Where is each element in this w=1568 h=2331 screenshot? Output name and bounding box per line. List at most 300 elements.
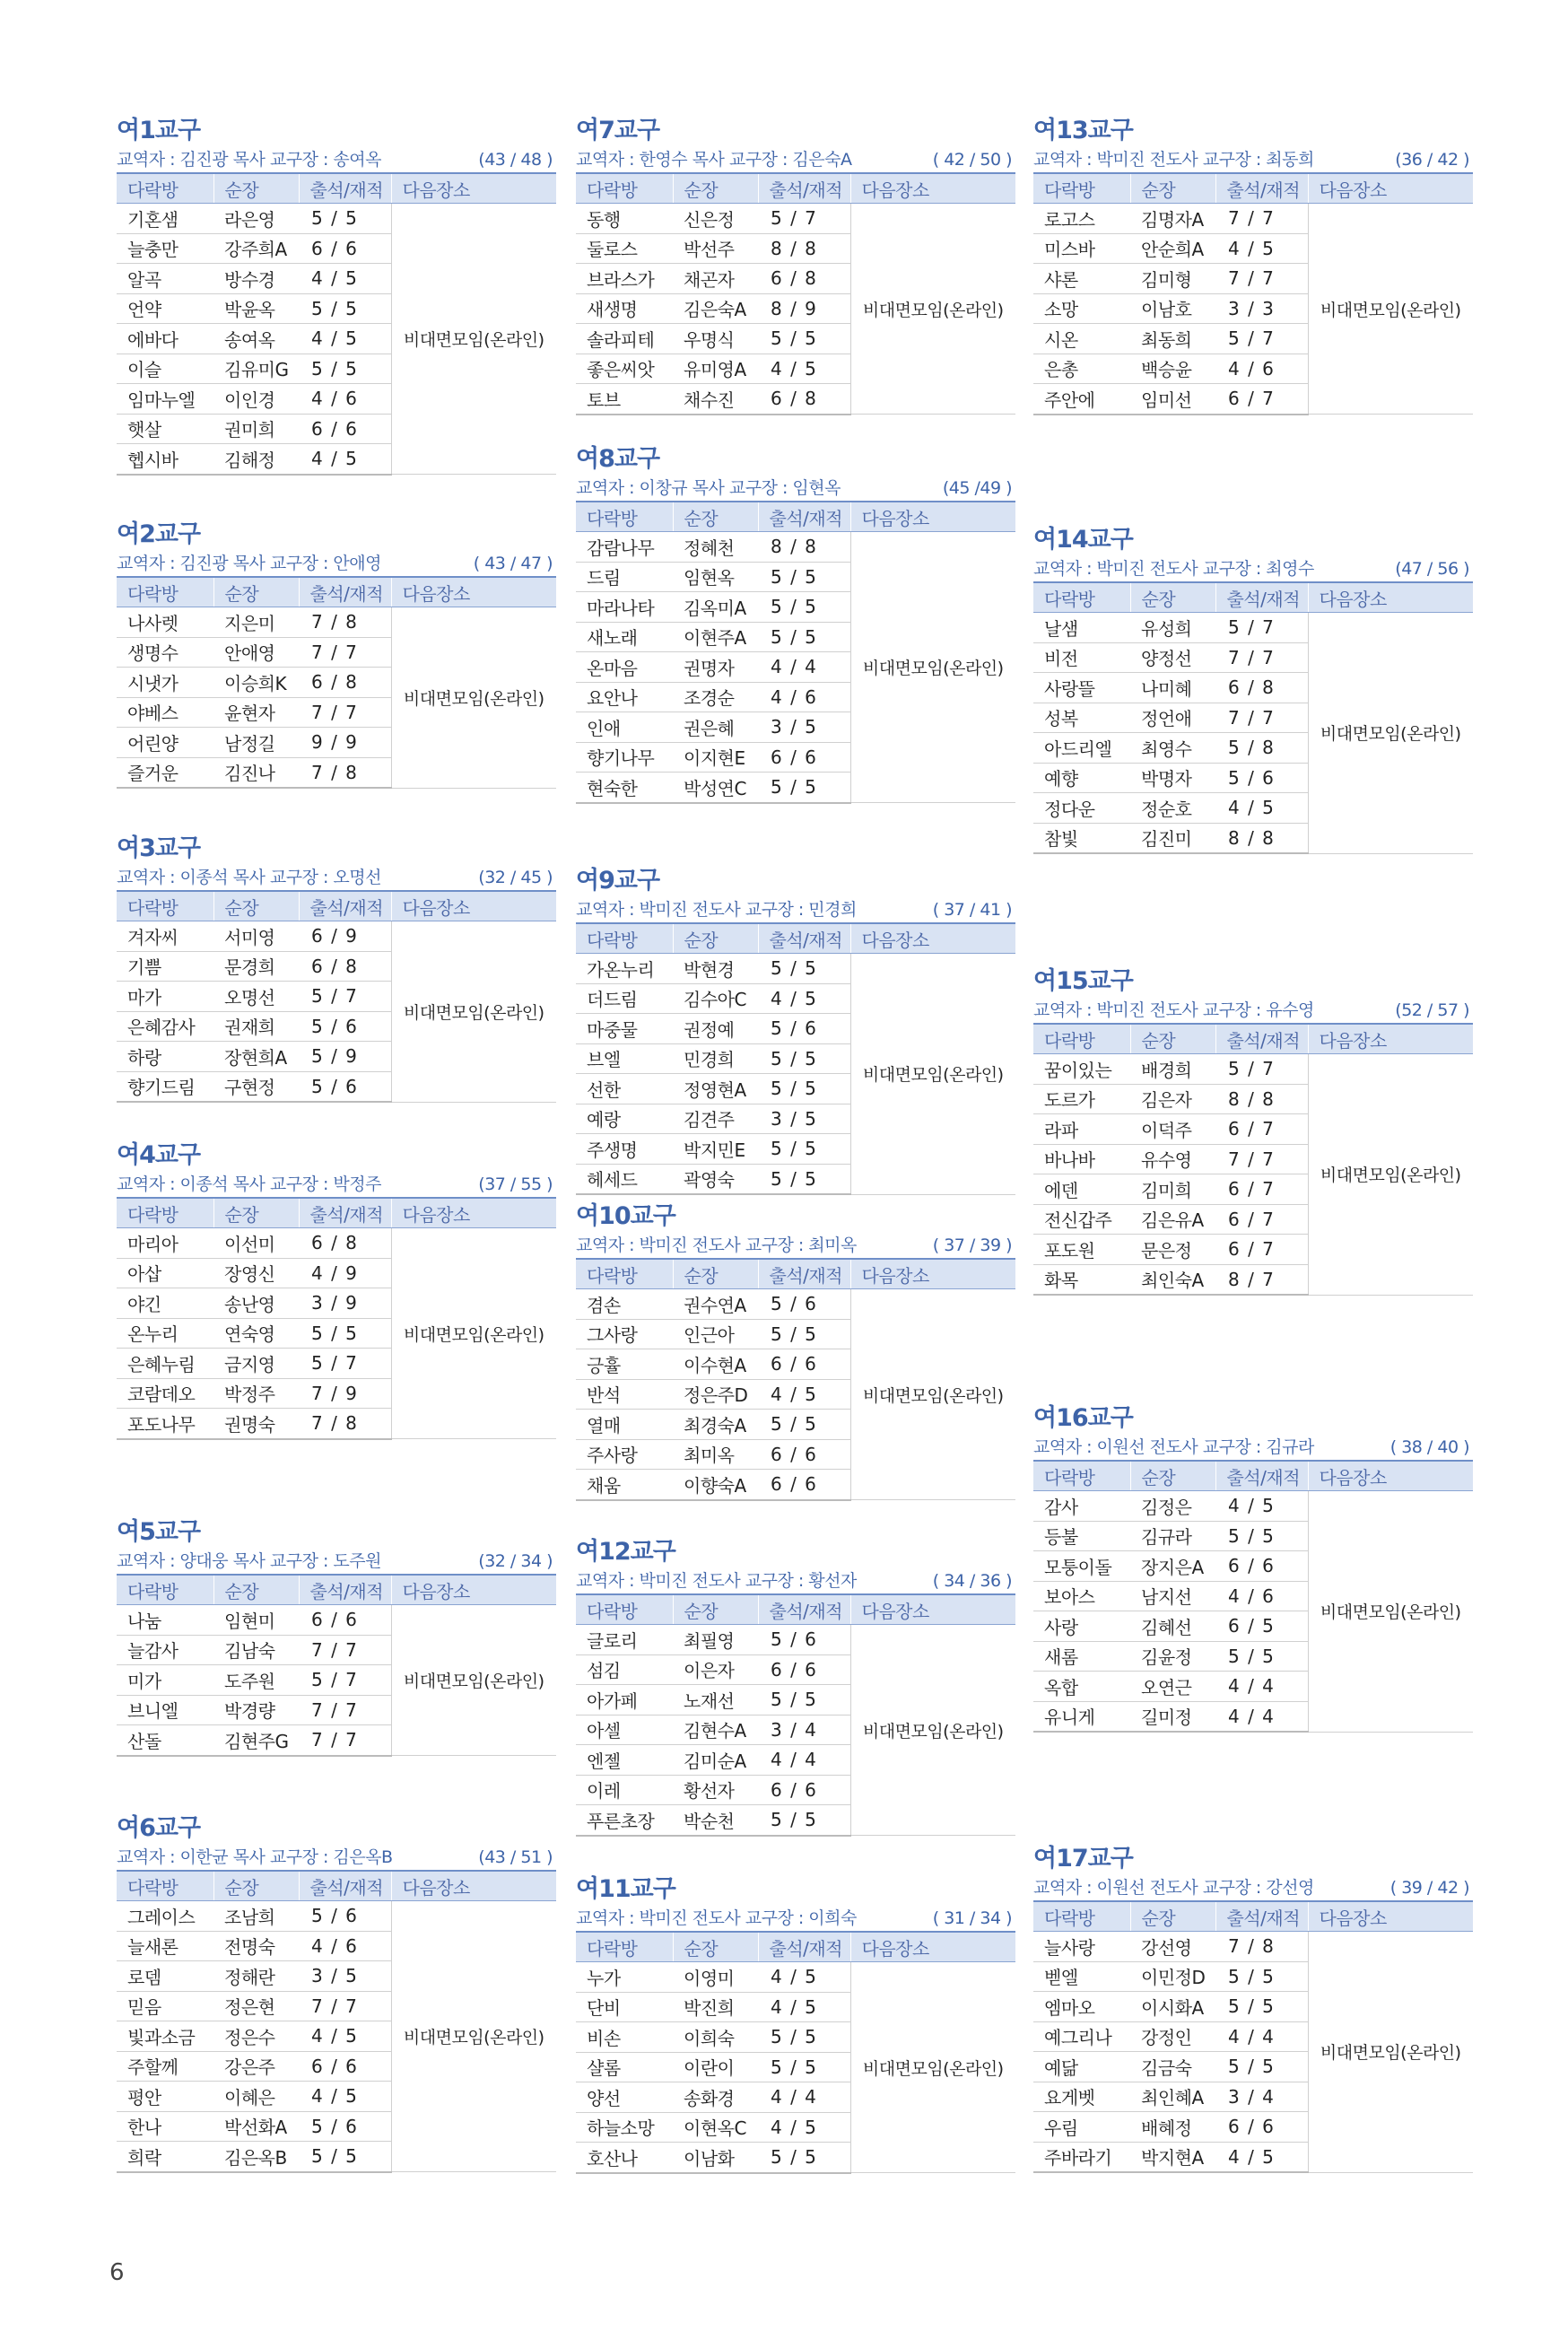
leader-name: 송화경 bbox=[673, 2082, 758, 2113]
group-name: 요게벳 bbox=[1033, 2082, 1130, 2112]
group-name: 샤론 bbox=[1033, 264, 1130, 294]
attendance: 3 / 3 bbox=[1215, 293, 1308, 324]
table-header-row bbox=[576, 923, 1015, 954]
leader-name: 길미정 bbox=[1130, 1701, 1215, 1732]
attendance: 4 / 6 bbox=[1215, 354, 1308, 384]
table-row bbox=[117, 204, 556, 234]
next-place: 비대면모임(온라인) bbox=[850, 954, 1015, 1195]
table-header-row bbox=[1033, 1461, 1473, 1491]
table-header-cell: 순장 bbox=[673, 173, 758, 204]
leader-name: 이혜은 bbox=[213, 2082, 299, 2112]
table-header-cell: 다음장소 bbox=[1308, 582, 1473, 613]
attendance: 5 / 5 bbox=[758, 1805, 850, 1836]
table-header-cell: 다음장소 bbox=[391, 1871, 556, 1901]
district-lead: 교역자 : 김진광 목사 교구장 : 송여옥 bbox=[117, 150, 381, 170]
table-header-cell: 출석/재적 bbox=[1215, 1024, 1308, 1054]
attendance: 4 / 5 bbox=[299, 444, 391, 475]
table-header-cell: 다음장소 bbox=[850, 1594, 1015, 1625]
leader-name: 권미희 bbox=[213, 414, 299, 444]
group-name: 늘감사 bbox=[117, 1635, 213, 1665]
table-row bbox=[117, 1228, 556, 1259]
attendance: 5 / 5 bbox=[299, 2142, 391, 2172]
leader-name: 오명선 bbox=[213, 982, 299, 1012]
table-header-cell: 다락방 bbox=[1033, 582, 1130, 613]
table-header-row bbox=[117, 173, 556, 204]
leader-name: 배경희 bbox=[1130, 1054, 1215, 1085]
group-name: 둘로스 bbox=[576, 233, 673, 264]
group-name: 단비 bbox=[576, 1992, 673, 2022]
leader-name: 정해란 bbox=[213, 1961, 299, 1992]
table-header-cell: 다락방 bbox=[1033, 1901, 1130, 1932]
table-header-cell: 다음장소 bbox=[850, 173, 1015, 204]
group-name: 겨자씨 bbox=[117, 921, 213, 952]
attendance: 6 / 7 bbox=[1215, 1174, 1308, 1205]
district-title: 여5교구 bbox=[117, 1518, 201, 1546]
group-name: 빛과소금 bbox=[117, 2021, 213, 2052]
table-row bbox=[117, 1605, 556, 1636]
attendance: 3 / 5 bbox=[299, 1961, 391, 1992]
group-name: 온마음 bbox=[576, 652, 673, 683]
district-section bbox=[117, 1516, 556, 1757]
leader-name: 인근아 bbox=[673, 1319, 758, 1349]
attendance: 5 / 7 bbox=[299, 1349, 391, 1379]
district-section bbox=[576, 1873, 1015, 2174]
district-lead: 교역자 : 김진광 목사 교구장 : 안애영 bbox=[117, 554, 381, 573]
leader-name: 권정예 bbox=[673, 1014, 758, 1044]
group-name: 기혼샘 bbox=[117, 204, 213, 234]
attendance: 5 / 9 bbox=[299, 1042, 391, 1072]
district-info bbox=[576, 476, 1015, 501]
table-header-cell: 순장 bbox=[1130, 582, 1215, 613]
attendance: 7 / 7 bbox=[1215, 703, 1308, 733]
attendance: 4 / 5 bbox=[299, 264, 391, 294]
table-header-cell: 출석/재적 bbox=[1215, 582, 1308, 613]
attendance: 4 / 5 bbox=[299, 324, 391, 354]
group-name: 한나 bbox=[117, 2111, 213, 2142]
district-lead: 교역자 : 박미진 전도사 교구장 : 유수영 bbox=[1033, 1000, 1314, 1020]
district-title: 여7교구 bbox=[576, 117, 660, 144]
attendance: 6 / 6 bbox=[758, 1470, 850, 1500]
table-header-cell: 순장 bbox=[213, 173, 299, 204]
table-header-row bbox=[117, 1871, 556, 1901]
table-header-cell: 다락방 bbox=[1033, 1461, 1130, 1491]
attendance: 5 / 5 bbox=[758, 1164, 850, 1194]
table-header-cell: 출석/재적 bbox=[299, 173, 391, 204]
group-name: 솔라피테 bbox=[576, 324, 673, 354]
group-name: 나눔 bbox=[117, 1605, 213, 1636]
attendance: 4 / 4 bbox=[1215, 2021, 1308, 2052]
attendance: 5 / 5 bbox=[299, 1318, 391, 1349]
attendance: 7 / 8 bbox=[299, 607, 391, 638]
group-name: 하늘소망 bbox=[576, 2112, 673, 2143]
attendance: 5 / 6 bbox=[299, 1901, 391, 1932]
table-header-cell: 출석/재적 bbox=[1215, 1461, 1308, 1491]
group-name: 긍휼 bbox=[576, 1349, 673, 1380]
table-header-cell: 순장 bbox=[673, 1932, 758, 1962]
attendance: 5 / 7 bbox=[1215, 613, 1308, 643]
attendance: 5 / 5 bbox=[758, 2143, 850, 2173]
table-header-cell: 다음장소 bbox=[1308, 1901, 1473, 1932]
leader-name: 양정선 bbox=[1130, 642, 1215, 673]
district-info bbox=[576, 1568, 1015, 1593]
group-name: 아삽 bbox=[117, 1258, 213, 1288]
table-header-cell: 순장 bbox=[1130, 1461, 1215, 1491]
leader-name: 김해정 bbox=[213, 444, 299, 475]
district-table bbox=[1033, 581, 1473, 854]
leader-name: 이희숙 bbox=[673, 2022, 758, 2053]
district-title: 여10교구 bbox=[576, 1202, 675, 1230]
leader-name: 유수영 bbox=[1130, 1144, 1215, 1174]
district-table bbox=[576, 922, 1015, 1195]
leader-name: 이인경 bbox=[213, 384, 299, 415]
group-name: 로뎀 bbox=[117, 1961, 213, 1992]
attendance: 4 / 5 bbox=[758, 1962, 850, 1993]
leader-name: 구현정 bbox=[213, 1071, 299, 1102]
leader-name: 임미선 bbox=[1130, 384, 1215, 415]
attendance: 5 / 5 bbox=[758, 562, 850, 592]
table-header-cell: 출석/재적 bbox=[758, 173, 850, 204]
attendance: 6 / 6 bbox=[299, 233, 391, 264]
leader-name: 조남희 bbox=[213, 1901, 299, 1932]
attendance: 8 / 8 bbox=[758, 532, 850, 563]
attendance: 6 / 8 bbox=[758, 264, 850, 294]
district-count: ( 34 / 36 ) bbox=[932, 1571, 1012, 1591]
leader-name: 이민정D bbox=[1130, 1961, 1215, 1992]
next-place: 비대면모임(온라인) bbox=[850, 1625, 1015, 1836]
district-count: (43 / 51 ) bbox=[478, 1847, 553, 1867]
leader-name: 김미형 bbox=[1130, 264, 1215, 294]
leader-name: 박선화A bbox=[213, 2111, 299, 2142]
attendance: 8 / 9 bbox=[758, 293, 850, 324]
attendance: 5 / 6 bbox=[758, 1289, 850, 1320]
district-title: 여3교구 bbox=[117, 834, 201, 862]
attendance: 6 / 8 bbox=[1215, 673, 1308, 703]
table-header-cell: 다락방 bbox=[117, 1575, 213, 1605]
attendance: 5 / 5 bbox=[299, 293, 391, 324]
leader-name: 최인숙A bbox=[1130, 1264, 1215, 1295]
district-section bbox=[576, 1536, 1015, 1837]
leader-name: 박명자 bbox=[1130, 763, 1215, 793]
district-section bbox=[1033, 524, 1473, 854]
group-name: 야긴 bbox=[117, 1288, 213, 1319]
district-lead: 교역자 : 박미진 전도사 교구장 : 황선자 bbox=[576, 1571, 857, 1591]
table-row bbox=[576, 532, 1015, 563]
leader-name: 김은숙A bbox=[673, 293, 758, 324]
district-table bbox=[117, 890, 556, 1103]
group-name: 온누리 bbox=[117, 1318, 213, 1349]
group-name: 브니엘 bbox=[117, 1695, 213, 1725]
next-place: 비대면모임(온라인) bbox=[391, 607, 556, 789]
group-name: 성복 bbox=[1033, 703, 1130, 733]
attendance: 4 / 9 bbox=[299, 1258, 391, 1288]
leader-name: 김진미 bbox=[1130, 823, 1215, 853]
attendance: 6 / 5 bbox=[1215, 1611, 1308, 1642]
leader-name: 김수아C bbox=[673, 983, 758, 1014]
leader-name: 이승희K bbox=[213, 668, 299, 698]
attendance: 4 / 5 bbox=[758, 354, 850, 384]
attendance: 5 / 5 bbox=[1215, 1961, 1308, 1992]
table-header-cell: 다음장소 bbox=[850, 1259, 1015, 1289]
group-name: 야베스 bbox=[117, 697, 213, 728]
leader-name: 유미영A bbox=[673, 354, 758, 384]
leader-name: 이영미 bbox=[673, 1962, 758, 1993]
attendance: 3 / 9 bbox=[299, 1288, 391, 1319]
group-name: 이레 bbox=[576, 1775, 673, 1805]
attendance: 5 / 5 bbox=[758, 1043, 850, 1074]
leader-name: 우명식 bbox=[673, 324, 758, 354]
leader-name: 윤현자 bbox=[213, 697, 299, 728]
leader-name: 송난영 bbox=[213, 1288, 299, 1319]
group-name: 주안에 bbox=[1033, 384, 1130, 415]
district-info bbox=[576, 1233, 1015, 1258]
table-header-cell: 다락방 bbox=[1033, 173, 1130, 204]
attendance: 4 / 4 bbox=[1215, 1672, 1308, 1702]
district-count: (37 / 55 ) bbox=[478, 1174, 553, 1194]
group-name: 포도나무 bbox=[117, 1409, 213, 1439]
district-section bbox=[117, 833, 556, 1103]
district-count: (32 / 34 ) bbox=[478, 1551, 553, 1571]
attendance: 9 / 9 bbox=[299, 728, 391, 758]
attendance: 4 / 5 bbox=[758, 983, 850, 1014]
group-name: 글로리 bbox=[576, 1625, 673, 1655]
table-header-cell: 출석/재적 bbox=[299, 577, 391, 607]
attendance: 5 / 7 bbox=[758, 204, 850, 234]
district-info bbox=[1033, 998, 1473, 1023]
attendance: 4 / 5 bbox=[299, 2021, 391, 2052]
attendance: 6 / 8 bbox=[299, 668, 391, 698]
leader-name: 이지현E bbox=[673, 742, 758, 773]
table-header-cell: 출석/재적 bbox=[299, 1871, 391, 1901]
group-name: 엔젤 bbox=[576, 1745, 673, 1776]
attendance: 5 / 5 bbox=[758, 1074, 850, 1104]
attendance: 6 / 6 bbox=[299, 414, 391, 444]
table-header-cell: 순장 bbox=[213, 891, 299, 921]
group-name: 유니게 bbox=[1033, 1701, 1130, 1732]
table-header-cell: 순장 bbox=[213, 577, 299, 607]
leader-name: 이수현A bbox=[673, 1349, 758, 1380]
attendance: 4 / 5 bbox=[1215, 1491, 1308, 1522]
table-header-cell: 순장 bbox=[673, 1594, 758, 1625]
group-name: 주사랑 bbox=[576, 1439, 673, 1470]
leader-name: 이란이 bbox=[673, 2052, 758, 2082]
group-name: 화목 bbox=[1033, 1264, 1130, 1295]
table-header-row bbox=[117, 891, 556, 921]
attendance: 7 / 7 bbox=[1215, 1144, 1308, 1174]
district-lead: 교역자 : 이원선 전도사 교구장 : 김규라 bbox=[1033, 1437, 1314, 1457]
attendance: 4 / 5 bbox=[758, 1992, 850, 2022]
district-info bbox=[1033, 147, 1473, 172]
attendance: 6 / 9 bbox=[299, 921, 391, 952]
attendance: 7 / 8 bbox=[1215, 1932, 1308, 1962]
next-place: 비대면모임(온라인) bbox=[1308, 1054, 1473, 1296]
leader-name: 김윤정 bbox=[1130, 1641, 1215, 1672]
group-name: 소망 bbox=[1033, 293, 1130, 324]
table-row bbox=[576, 1962, 1015, 1993]
group-name: 가온누리 bbox=[576, 954, 673, 984]
leader-name: 남지선 bbox=[1130, 1581, 1215, 1611]
leader-name: 배혜정 bbox=[1130, 2112, 1215, 2143]
attendance: 5 / 5 bbox=[758, 954, 850, 984]
leader-name: 채곤자 bbox=[673, 264, 758, 294]
leader-name: 오연근 bbox=[1130, 1672, 1215, 1702]
table-header-cell: 다음장소 bbox=[391, 891, 556, 921]
attendance: 4 / 6 bbox=[299, 384, 391, 415]
group-name: 브라스가 bbox=[576, 264, 673, 294]
leader-name: 곽영숙 bbox=[673, 1164, 758, 1194]
district-title: 여13교구 bbox=[1033, 117, 1133, 144]
group-name: 로고스 bbox=[1033, 204, 1130, 234]
leader-name: 최영수 bbox=[1130, 733, 1215, 764]
leader-name: 정영현A bbox=[673, 1074, 758, 1104]
district-count: ( 31 / 34 ) bbox=[932, 1908, 1012, 1928]
district-lead: 교역자 : 이종석 목사 교구장 : 박정주 bbox=[117, 1174, 381, 1194]
group-name: 등불 bbox=[1033, 1521, 1130, 1551]
group-name: 벧엘 bbox=[1033, 1961, 1130, 1992]
district-title: 여12교구 bbox=[576, 1538, 675, 1566]
table-header-cell: 다음장소 bbox=[391, 173, 556, 204]
district-count: ( 38 / 40 ) bbox=[1389, 1437, 1469, 1457]
group-name: 그레이스 bbox=[117, 1901, 213, 1932]
leader-name: 김유미G bbox=[213, 354, 299, 384]
district-info bbox=[576, 897, 1015, 922]
table-header-cell: 순장 bbox=[673, 923, 758, 954]
group-name: 누가 bbox=[576, 1962, 673, 1993]
group-name: 도르가 bbox=[1033, 1084, 1130, 1114]
attendance: 4 / 4 bbox=[758, 652, 850, 683]
attendance: 6 / 6 bbox=[758, 1349, 850, 1380]
leader-name: 정은주D bbox=[673, 1379, 758, 1410]
district-lead: 교역자 : 한영수 목사 교구장 : 김은숙A bbox=[576, 150, 852, 170]
group-name: 예랑 bbox=[576, 1104, 673, 1134]
table-header-cell: 다음장소 bbox=[1308, 1461, 1473, 1491]
district-count: (45 /49 ) bbox=[942, 478, 1012, 498]
district-title: 여9교구 bbox=[576, 867, 660, 895]
table-header-cell: 출석/재적 bbox=[1215, 173, 1308, 204]
leader-name: 박진희 bbox=[673, 1992, 758, 2022]
leader-name: 최인혜A bbox=[1130, 2082, 1215, 2112]
attendance: 4 / 6 bbox=[758, 682, 850, 712]
leader-name: 유성희 bbox=[1130, 613, 1215, 643]
district-info bbox=[117, 1172, 556, 1197]
attendance: 4 / 5 bbox=[1215, 2142, 1308, 2172]
leader-name: 김남숙 bbox=[213, 1635, 299, 1665]
next-place: 비대면모임(온라인) bbox=[850, 1962, 1015, 2173]
table-header-cell: 출석/재적 bbox=[299, 1198, 391, 1228]
table-header-row bbox=[117, 1575, 556, 1605]
group-name: 푸른초장 bbox=[576, 1805, 673, 1836]
leader-name: 임현미 bbox=[213, 1605, 299, 1636]
attendance: 3 / 4 bbox=[758, 1715, 850, 1745]
attendance: 6 / 6 bbox=[299, 2051, 391, 2082]
group-name: 하랑 bbox=[117, 1042, 213, 1072]
attendance: 5 / 8 bbox=[1215, 733, 1308, 764]
leader-name: 라은영 bbox=[213, 204, 299, 234]
attendance: 5 / 5 bbox=[758, 592, 850, 623]
group-name: 옥합 bbox=[1033, 1672, 1130, 1702]
table-header-cell: 순장 bbox=[213, 1575, 299, 1605]
group-name: 주할께 bbox=[117, 2051, 213, 2082]
group-name: 양선 bbox=[576, 2082, 673, 2113]
district-count: ( 42 / 50 ) bbox=[932, 150, 1012, 170]
table-header-cell: 순장 bbox=[673, 1259, 758, 1289]
leader-name: 전명숙 bbox=[213, 1931, 299, 1961]
leader-name: 황선자 bbox=[673, 1775, 758, 1805]
group-name: 동행 bbox=[576, 204, 673, 234]
attendance: 5 / 5 bbox=[1215, 2052, 1308, 2082]
leader-name: 김정은 bbox=[1130, 1491, 1215, 1522]
group-name: 날샘 bbox=[1033, 613, 1130, 643]
group-name: 비손 bbox=[576, 2022, 673, 2053]
attendance: 5 / 5 bbox=[758, 773, 850, 803]
group-name: 향기나무 bbox=[576, 742, 673, 773]
attendance: 7 / 8 bbox=[299, 757, 391, 788]
attendance: 3 / 5 bbox=[758, 1104, 850, 1134]
group-name: 정다운 bbox=[1033, 793, 1130, 824]
district-info bbox=[117, 1549, 556, 1574]
leader-name: 박정주 bbox=[213, 1378, 299, 1409]
leader-name: 강은주 bbox=[213, 2051, 299, 2082]
district-lead: 교역자 : 이창규 목사 교구장 : 임현옥 bbox=[576, 478, 841, 498]
table-header-row bbox=[576, 1594, 1015, 1625]
district-title: 여11교구 bbox=[576, 1875, 675, 1903]
leader-name: 최필영 bbox=[673, 1625, 758, 1655]
leader-name: 이남화 bbox=[673, 2143, 758, 2173]
leader-name: 이덕주 bbox=[1130, 1114, 1215, 1145]
attendance: 6 / 6 bbox=[758, 1654, 850, 1685]
leader-name: 강선영 bbox=[1130, 1932, 1215, 1962]
attendance: 7 / 7 bbox=[1215, 204, 1308, 234]
group-name: 새롬 bbox=[1033, 1641, 1130, 1672]
table-header-cell: 다락방 bbox=[576, 1594, 673, 1625]
district-title: 여1교구 bbox=[117, 117, 201, 144]
leader-name: 권수연A bbox=[673, 1289, 758, 1320]
leader-name: 노재선 bbox=[673, 1685, 758, 1716]
next-place: 비대면모임(온라인) bbox=[391, 1228, 556, 1439]
group-name: 예닮 bbox=[1033, 2052, 1130, 2082]
table-header-cell: 다락방 bbox=[117, 891, 213, 921]
district-section bbox=[576, 443, 1015, 804]
attendance: 4 / 5 bbox=[299, 2082, 391, 2112]
group-name: 생명수 bbox=[117, 637, 213, 668]
leader-name: 권명숙 bbox=[213, 1409, 299, 1439]
group-name: 샬롬 bbox=[576, 2052, 673, 2082]
group-name: 향기드림 bbox=[117, 1071, 213, 1102]
table-header-cell: 다음장소 bbox=[391, 1575, 556, 1605]
attendance: 7 / 7 bbox=[1215, 264, 1308, 294]
attendance: 4 / 4 bbox=[1215, 1701, 1308, 1732]
group-name: 감사 bbox=[1033, 1491, 1130, 1522]
leader-name: 김규라 bbox=[1130, 1521, 1215, 1551]
leader-name: 김은옥B bbox=[213, 2142, 299, 2172]
table-row bbox=[117, 921, 556, 952]
table-header-cell: 순장 bbox=[1130, 1901, 1215, 1932]
next-place: 비대면모임(온라인) bbox=[391, 1605, 556, 1756]
table-header-cell: 출석/재적 bbox=[299, 1575, 391, 1605]
table-header-cell: 다락방 bbox=[117, 173, 213, 204]
group-name: 보아스 bbox=[1033, 1581, 1130, 1611]
group-name: 호산나 bbox=[576, 2143, 673, 2173]
table-row bbox=[1033, 613, 1473, 643]
attendance: 5 / 5 bbox=[758, 1685, 850, 1716]
table-header-cell: 출석/재적 bbox=[299, 891, 391, 921]
leader-name: 문경희 bbox=[213, 951, 299, 982]
group-name: 헵시바 bbox=[117, 444, 213, 475]
leader-name: 남정길 bbox=[213, 728, 299, 758]
leader-name: 정혜천 bbox=[673, 532, 758, 563]
group-name: 임마누엘 bbox=[117, 384, 213, 415]
leader-name: 방수경 bbox=[213, 264, 299, 294]
district-title: 여8교구 bbox=[576, 445, 660, 473]
